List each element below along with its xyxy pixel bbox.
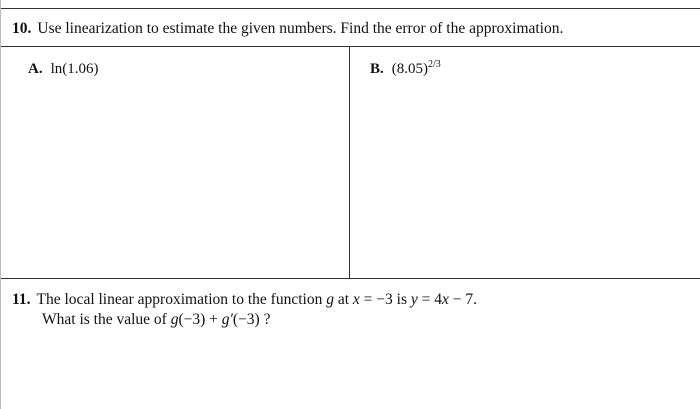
part-b <box>370 61 441 78</box>
part-b-letter: B. <box>370 61 384 77</box>
left-edge <box>0 0 1 409</box>
question-10-divider <box>0 46 700 47</box>
question-11-line1-mid: at <box>333 291 353 308</box>
question-11-y: y <box>410 291 418 308</box>
question-11-number: 11. <box>12 291 31 308</box>
question-11-g2: g′ <box>221 311 233 328</box>
question-10-number: 10. <box>12 20 32 37</box>
question-11-divider <box>0 278 700 279</box>
question-11-line2-prefix: What is the value of <box>42 311 171 328</box>
question-11-arg2: (−3) ? <box>232 311 271 328</box>
question-11-line1-prefix: The local linear approximation to the function <box>36 291 327 308</box>
question-11-eq1: = −3 is <box>359 291 411 308</box>
part-a-expression: ln(1.06) <box>50 61 99 77</box>
part-a <box>28 61 99 78</box>
question-10 <box>12 20 563 38</box>
question-11-x: x <box>352 291 360 308</box>
part-b-exponent: 2/3 <box>428 59 441 70</box>
part-b-base: (8.05) <box>391 61 429 77</box>
column-divider <box>349 46 350 278</box>
question-11-line1-end: − 7. <box>448 291 478 308</box>
question-11-x2: x <box>442 291 449 308</box>
question-11-func: g <box>326 291 334 308</box>
top-rule <box>0 8 700 9</box>
question-11-line2 <box>12 310 477 330</box>
part-a-letter: A. <box>28 61 43 77</box>
question-11 <box>12 290 477 330</box>
question-11-eq2: = 4 <box>417 291 442 308</box>
question-10-text: Use linearization to estimate the given numbers. Find the error of the approximation. <box>37 20 564 37</box>
question-11-g1: g <box>170 311 179 328</box>
question-11-arg1: (−3) + <box>178 311 222 328</box>
